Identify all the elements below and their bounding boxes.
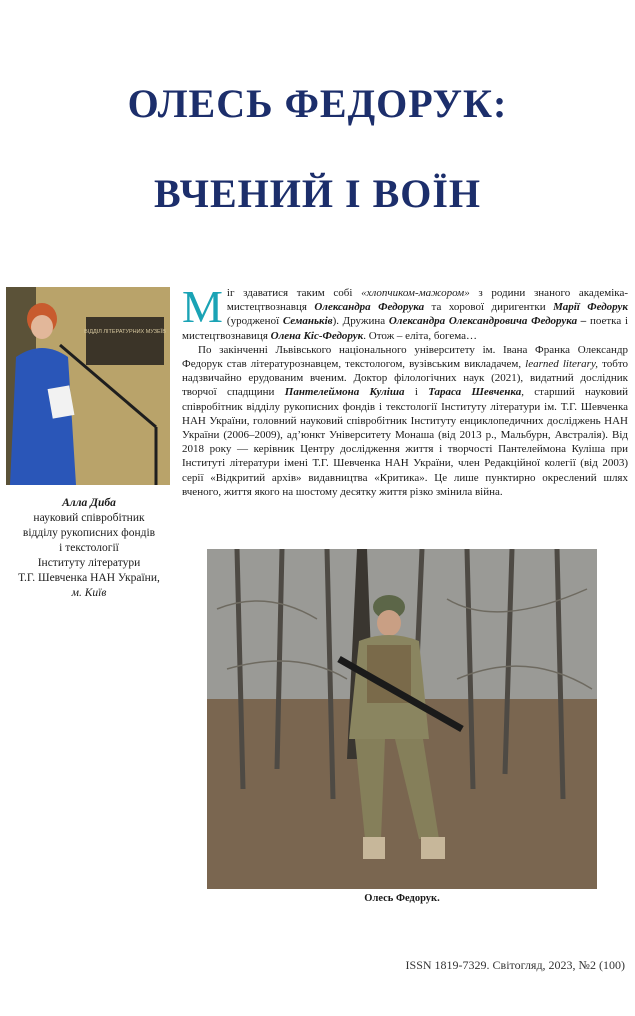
soldier-photo [207,549,597,889]
text-run: і [404,386,429,399]
author-name: Алла Диба [62,497,116,509]
drop-cap: М [182,281,223,332]
text-run: . Отож – еліта, богема… [363,329,478,342]
article-body [182,281,629,499]
author-position: науковий співробітник [33,512,145,524]
page-footer: ISSN 1819-7329. Світогляд, 2023, №2 (100) [405,958,625,972]
person-name: Семаньків [282,315,333,328]
paragraph-1 [182,281,629,343]
person-name: Олена Кіс-Федорук [270,329,364,342]
text-run: тобто надзвичайно ерудованим вченим. Доктор філологічних наук (2021), видатний дослідник творчої спадщини [182,358,628,399]
text-run: з родини знаного академіка-мистецтвознавця [226,287,629,314]
author-institute-2: Т.Г. Шевченка НАН України, [18,572,160,584]
paragraph-2 [182,343,628,499]
soldier-photo-illustration [207,549,597,889]
author-institute: Інституту літератури [37,557,141,569]
author-photo-illustration [6,287,170,485]
author-department-2: і текстології [59,542,119,554]
text-run: По закінченні Львівського національного університету ім. Івана Франка Олександр Федорук став літературознавцем, текстологом, вузівським викладачем, [182,343,628,371]
text-run: та хорової диригентки [424,301,554,314]
poster-text: ВІДДІЛ ЛІТЕРАТУРНИХ МУЗЕЇВ [84,329,166,335]
author-city: м. Київ [71,587,107,599]
page-title-line-1: ОЛЕСЬ ФЕДОРУК: [127,81,508,126]
text-run: (уродженої [226,315,283,328]
person-name: Пантелеймона Куліша [284,386,405,399]
photo-caption: Олесь Федорук. [364,893,440,904]
text-run: , старший науковий співробітник відділу рукописних фондів і текстології Інституту літератури ім. Т.Г. Шевченка НАН України, головний науковий співробітник Інституту енциклопедичних досліджень НАН України (2006–2009), ад’юнкт Університету Монаша (від 2013 р., Мальбурн, Австралія). Від 2018 року — керівник Центру дослідження життя і творчості Пантелеймона Куліша при Інституті літератури імені Т.Г. Шевченка НАН України, член Редакційної колегії (від 2003) серії «Відкритий архів» видавництва «Критика». Це лише пунктирно окреслений шлях вченого, життя якого на шостому десятку життя різко змінила війна. [182,386,629,498]
author-photo [6,287,170,485]
emphasis: learned literary, [525,358,598,371]
emphasis: «хлопчиком-мажором» [361,287,470,299]
text-run: іг здаватися таким собі [226,287,362,299]
author-caption [4,496,174,601]
person-name: Тараса Шевченка [428,386,522,399]
person-name: Олександра Федорука [314,301,425,314]
person-name: Марії Федорук [553,301,628,314]
text-run: ). Дружина [332,315,389,328]
text-run: поетка і мистецтвознавиця [182,315,628,342]
author-department: відділу рукописних фондів [22,527,156,539]
page-title-line-2: ВЧЕНИЙ І ВОЇН [153,171,482,216]
person-name: Олександра Олександровича Федорука – [388,315,587,328]
